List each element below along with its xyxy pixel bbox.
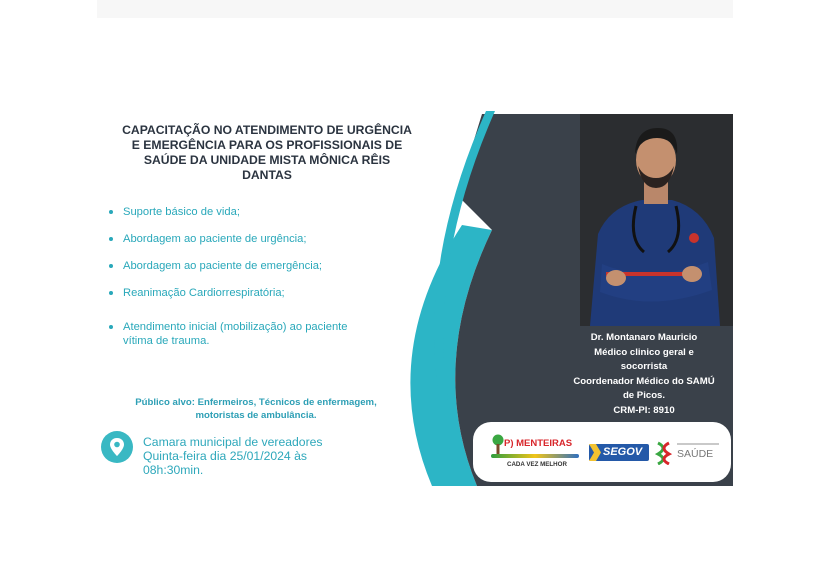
topics-list	[107, 203, 407, 348]
speaker-info	[555, 331, 733, 419]
flyer	[97, 75, 733, 520]
saude-subtitle-line	[677, 443, 719, 445]
target-line: motoristas de ambulância.	[195, 410, 317, 421]
speaker-crm: CRM-PI: 8910	[613, 404, 675, 416]
title-line: CAPACITAÇÃO NO ATENDIMENTO DE URGÊNCIA	[122, 123, 412, 137]
pimenteiras-wordmark: P) MENTEIRAS	[504, 438, 573, 449]
topic-line: vítima de trauma.	[123, 335, 210, 347]
location-line: Camara municipal de vereadores	[143, 435, 323, 449]
sponsor-logos	[473, 422, 731, 482]
event-title	[107, 123, 427, 183]
top-band	[97, 0, 733, 18]
segov-wordmark: SEGOV	[603, 446, 643, 458]
location-pin-icon	[101, 431, 133, 463]
topic-line: Atendimento inicial (mobilização) ao paciente	[123, 321, 348, 333]
speaker-photo	[580, 114, 733, 326]
speaker-role: Médico clinico geral e	[594, 346, 694, 358]
saude-logo	[655, 440, 725, 466]
segov-chevron-icon	[589, 444, 601, 461]
date-line: Quinta-feira dia 25/01/2024 às	[143, 449, 307, 463]
location-info	[143, 435, 323, 477]
pimenteiras-tagline: CADA VEZ MELHOR	[507, 461, 567, 468]
time-line: 08h:30min.	[143, 463, 204, 477]
title-line: DANTAS	[242, 168, 292, 182]
speaker-role: socorrista	[620, 361, 668, 373]
saude-emblem-icon	[655, 441, 673, 465]
segov-logo	[589, 444, 649, 461]
logo-underline	[491, 454, 579, 458]
topic-item: Reanimação Cardiorrespiratória;	[107, 286, 407, 300]
speaker-role: de Picos.	[622, 390, 666, 402]
target-audience	[111, 396, 401, 422]
title-line: SAÚDE DA UNIDADE MISTA MÔNICA RÊIS	[143, 153, 391, 167]
topic-item: Abordagem ao paciente de urgência;	[107, 232, 407, 246]
pimenteiras-logo	[491, 434, 583, 474]
target-line: Público alvo: Enfermeiros, Técnicos de enfermagem,	[135, 397, 377, 408]
title-line: E EMERGÊNCIA PARA OS PROFISSIONAIS DE	[131, 138, 403, 152]
saude-wordmark: SAÚDE	[677, 448, 714, 460]
topic-item: Suporte básico de vida;	[107, 205, 407, 219]
tree-icon	[491, 434, 505, 454]
speaker-role: Coordenador Médico do SAMÚ	[573, 375, 715, 387]
speaker-name: Dr. Montanaro Mauricio	[590, 332, 698, 343]
topic-item: Abordagem ao paciente de emergência;	[107, 259, 407, 273]
topic-item	[107, 320, 407, 348]
